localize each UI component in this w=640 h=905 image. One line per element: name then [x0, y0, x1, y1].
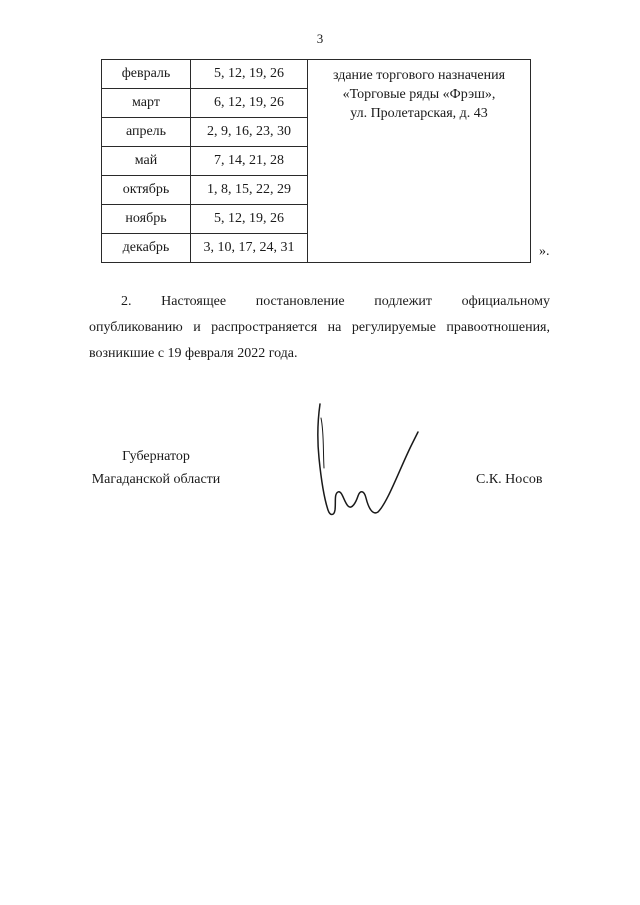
month-cell: апрель	[102, 118, 191, 147]
month-cell: ноябрь	[102, 205, 191, 234]
dates-cell: 2, 9, 16, 23, 30	[191, 118, 308, 147]
month-cell: март	[102, 89, 191, 118]
governor-title	[86, 445, 226, 491]
place-line-3: ул. Пролетарская, д. 43	[350, 106, 488, 121]
paragraph-line: 2. Настоящее постановление подлежит официальному	[121, 294, 550, 309]
place-cell	[308, 60, 531, 263]
dates-cell: 5, 12, 19, 26	[191, 60, 308, 89]
closing-quote: ».	[539, 244, 550, 259]
governor-title-line-2: Магаданской области	[91, 472, 221, 487]
month-cell: октябрь	[102, 176, 191, 205]
month-cell: декабрь	[102, 234, 191, 263]
dates-cell: 5, 12, 19, 26	[191, 205, 308, 234]
dates-cell: 7, 14, 21, 28	[191, 147, 308, 176]
paragraph-line: возникшие с 19 февраля 2022 года.	[89, 346, 298, 361]
resolution-paragraph	[89, 289, 550, 367]
month-cell: май	[102, 147, 191, 176]
table-row	[102, 60, 531, 89]
governor-title-line-1: Губернатор	[122, 449, 190, 464]
handwritten-signature	[308, 398, 428, 528]
place-line-1: здание торгового назначения	[332, 68, 506, 83]
place-line-2: «Торговые ряды «Фрэш»,	[342, 87, 496, 102]
market-schedule-table	[101, 59, 531, 263]
dates-cell: 6, 12, 19, 26	[191, 89, 308, 118]
dates-cell: 3, 10, 17, 24, 31	[191, 234, 308, 263]
paragraph-line: опубликованию и распространяется на регулируемые правоотношения,	[89, 320, 550, 335]
page-number: 3	[316, 31, 324, 46]
dates-cell: 1, 8, 15, 22, 29	[191, 176, 308, 205]
signer-name: С.К. Носов	[476, 472, 543, 487]
month-cell: февраль	[102, 60, 191, 89]
